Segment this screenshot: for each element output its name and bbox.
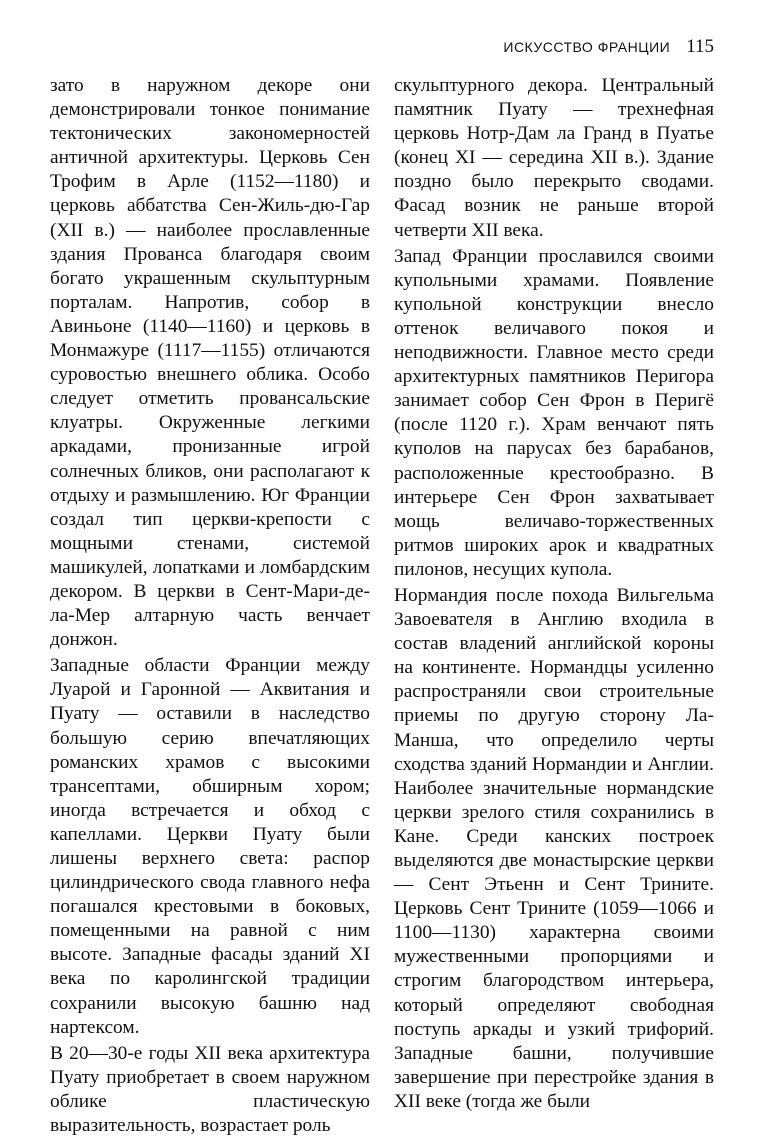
- paragraph: В 20—30-е годы XII века архитектура Пуату приобретает в своем наружном облике пластическую выразительность, возрастает роль: [50, 1042, 370, 1137]
- paragraph: зато в наружном декоре они демонстрировали тонкое понимание тектонических закономерностей античной архитектуры. Церковь Сен Трофим в Арле (1152—1180) и церковь аббатства Сен-Жиль-дю-Гар (XII в.) — наиболее прославленные здания Прованса благодаря своим богато украшенным скульптурным порталам. Напротив, собор в Авиньоне (1140—1160) и церковь в Монмажуре (1117—1155) отличаются суровостью внешнего облика. Особо следует отметить провансальские клуатры. Окруженные легкими аркадами, пронизанные игрой солнечных бликов, они располагают к отдыху и размышлению. Юг Франции создал тип церкви-крепости с мощными стенами, системой машикулей, лопатками и ломбардским декором. В церкви в Сент-Мари-де-ла-Мер алтарную часть венчает донжон.: [50, 75, 370, 651]
- running-title: ИСКУССТВО ФРАНЦИИ: [503, 39, 671, 55]
- paragraph: Нормандия после похода Вильгельма Завоевателя в Англию входила в состав владений английской короны на континенте. Нормандцы усиленно распространяли свои строительные приемы по другую сторону Ла-Манша, что определило черты сходства зданий Нормандии и Англии. Наиболее значительные нормандские церкви зрелого стиля сохранились в Кане. Среди канских построек выделяются две монастырские церкви — Сент Этьенн и Сент Трините. Церковь Сент Трините (1059—1066 и 1100—1130) характерна своими мужественными пропорциями и строгим благородством интерьера, который определяют свободная поступь аркады и узкий трифорий. Западные башни, получившие завершение при перестройке здания в XII веке (тогда же были: [394, 584, 714, 1112]
- right-column: [394, 74, 714, 1116]
- paragraph: скульптурного декора. Центральный памятник Пуату — трехнефная церковь Нотр-Дам ла Гранд в Пуатье (конец XI — середина XII в.). Здание поздно было перекрыто сводами. Фасад возник не раньше второй четверти XII века.: [394, 75, 714, 241]
- paragraph: Запад Франции прославился своими купольными храмами. Появление купольной конструкции внесло оттенок величавого покоя и неподвижности. Главное место среди архитектурных памятников Перигора занимает собор Сен Фрон в Перигё (после 1120 г.). Храм венчают пять куполов на парусах без барабанов, расположенные крестообразно. В интерьере Сен Фрон захватывает мощь величаво-торжественных ритмов широких арок и квадратных пилонов, несущих купола.: [394, 245, 714, 580]
- page-number: 115: [686, 36, 714, 57]
- paragraph: Западные области Франции между Луарой и Гаронной — Аквитания и Пуату — оставили в наследство большую серию впечатляющих романских храмов с высокими трансептами, обширным хором; иногда встречается и обход с капеллами. Церкви Пуату были лишены верхнего света: распор цилиндрического свода главного нефа погашался крестовыми в боковых, помещенными на равной с ним высоте. Западные фасады зданий XI века по каролингской традиции сохранили высокую башню над нартексом.: [50, 655, 370, 1038]
- page-header: [503, 36, 714, 58]
- left-column: [50, 74, 370, 1140]
